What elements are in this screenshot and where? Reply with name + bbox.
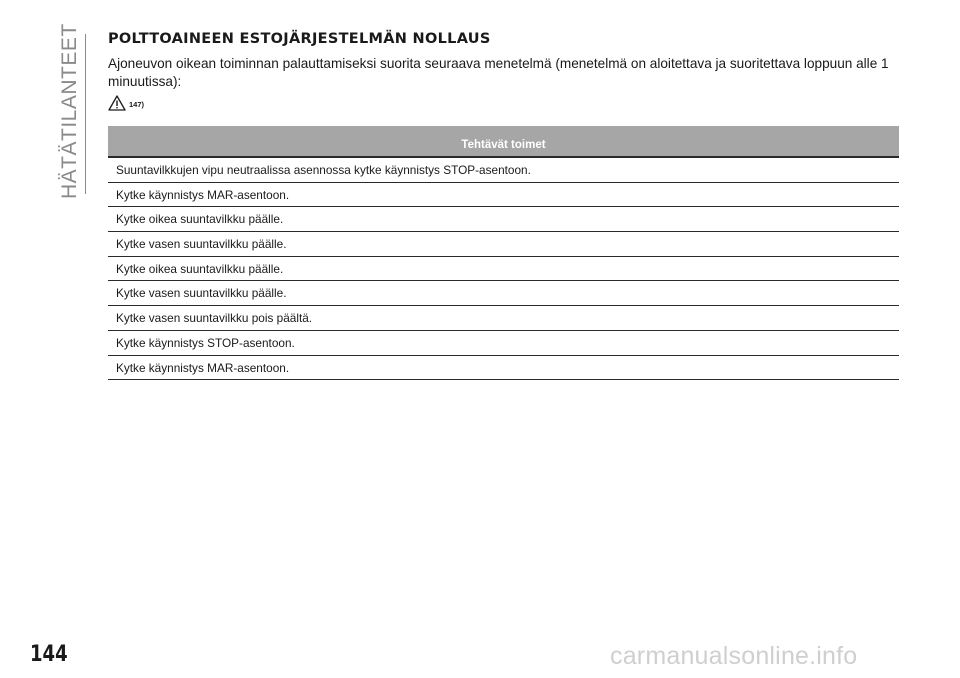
table-row: Kytke vasen suuntavilkku pois päältä.: [108, 306, 899, 331]
table-row: Kytke käynnistys MAR-asentoon.: [108, 356, 899, 381]
warning-reference-number: 147): [129, 100, 145, 109]
side-tab-label: HÄTÄTILANTEET: [58, 23, 81, 199]
table-row: Kytke käynnistys STOP-asentoon.: [108, 331, 899, 356]
table-row: Suuntavilkkujen vipu neutraalissa asennossa kytke käynnistys STOP-asentoon.: [108, 158, 899, 183]
table-row: Kytke käynnistys MAR-asentoon.: [108, 183, 899, 208]
section-heading: POLTTOAINEEN ESTOJÄRJESTELMÄN NOLLAUS: [108, 31, 491, 47]
steps-table-header-label: Tehtävät toimet: [461, 139, 546, 151]
table-row: Kytke oikea suuntavilkku päälle.: [108, 257, 899, 282]
table-row: Kytke vasen suuntavilkku päälle.: [108, 232, 899, 257]
warning-triangle-icon: [108, 95, 126, 111]
steps-table-header: [108, 126, 899, 158]
watermark: carmanualsonline.info: [610, 642, 858, 670]
steps-table: [108, 126, 899, 380]
table-row: Kytke vasen suuntavilkku päälle.: [108, 281, 899, 306]
page-number: 144: [30, 642, 68, 667]
warning-reference: [108, 95, 144, 111]
intro-paragraph: Ajoneuvon oikean toiminnan palauttamiseksi suorita seuraava menetelmä (menetelmä on aloitettava ja suoritettava loppuun alle 1 minuutissa):: [108, 56, 889, 89]
table-row: Kytke oikea suuntavilkku päälle.: [108, 207, 899, 232]
